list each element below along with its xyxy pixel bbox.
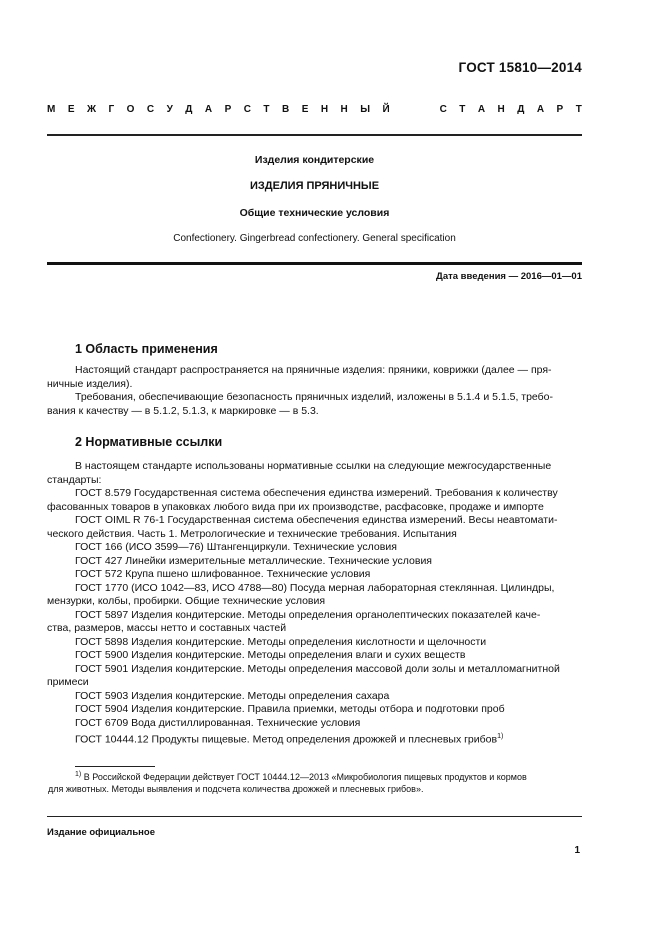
title-main: ИЗДЕЛИЯ ПРЯНИЧНЫЕ <box>249 180 380 192</box>
reference-line: ГОСТ 5898 Изделия кондитерские. Методы определения кислотности и щелочности <box>75 635 487 648</box>
banner-letter: А <box>477 104 486 115</box>
footnote-mark: 1) <box>497 733 504 740</box>
banner-letter: А <box>204 104 213 115</box>
reference-line: ГОСТ 5897 Изделия кондитерские. Методы определения органолептических показателей каче- <box>75 608 541 621</box>
reference-line: ГОСТ OIML R 76-1 Государственная система обеспечения единства измерений. Весы неавтомати- <box>75 514 558 526</box>
reference-line: примеси <box>47 676 89 688</box>
footnote-line: В Российской Федерации действует ГОСТ 10444.12—2013 «Микробиология пищевых продуктов и кормов <box>83 772 527 782</box>
banner-letter: В <box>281 104 290 115</box>
banner-letter: Н <box>340 104 348 115</box>
reference-line: В настоящем стандарте использованы нормативные ссылки на следующие межгосударственные <box>75 460 552 472</box>
section-2-last-line <box>75 730 583 747</box>
banner-letter: Д <box>517 104 525 115</box>
title-sub: Общие технические условия <box>239 207 390 219</box>
reference-line: ГОСТ 427 Линейки измерительные металлические. Технические условия <box>75 554 432 567</box>
footnote-line: для животных. Методы выявления и подсчета количества дрожжей и плесневых грибов». <box>48 784 424 794</box>
paragraph-line: вания к качеству — в 5.1.2, 5.1.3, к маркировке — в 5.3. <box>47 404 319 417</box>
footer-rule <box>47 816 582 817</box>
reference-line: ГОСТ 166 (ИСО 3599—76) Штангенциркули. Технические условия <box>75 541 397 553</box>
section-1-body <box>47 364 583 418</box>
banner-letter: Р <box>224 104 232 115</box>
banner-letter: Е <box>301 104 309 115</box>
reference-line: ГОСТ 5903 Изделия кондитерские. Методы определения сахара <box>75 689 390 702</box>
banner-letter: С <box>439 104 447 115</box>
reference-line: мензурки, колбы, пробирки. Общие технические условия <box>47 595 326 607</box>
banner-letter: Е <box>67 104 75 115</box>
reference-line: ГОСТ 5900 Изделия кондитерские. Методы определения влаги и сухих веществ <box>75 649 466 661</box>
title-group: Изделия кондитерские <box>254 154 375 166</box>
reference-line: ГОСТ 10444.12 Продукты пищевые. Метод определения дрожжей и плесневых грибов <box>75 733 498 746</box>
banner-letter: С <box>146 104 155 115</box>
reference-line: фасованных товаров в упаковках любого вида при их производстве, расфасовке, продаже и импорте <box>47 500 544 513</box>
section-1-heading: 1 Область применения <box>75 342 218 356</box>
document-designation: ГОСТ 15810—2014 <box>458 60 582 75</box>
banner-letter: Г <box>108 104 115 115</box>
page-number: 1 <box>574 845 580 856</box>
effective-date: Дата введения — 2016—01—01 <box>436 271 582 282</box>
reference-line: стандарты: <box>47 473 102 486</box>
reference-line: ства, размеров, массы нетто и составных частей <box>47 622 287 634</box>
banner-letter: Д <box>185 104 193 115</box>
banner-letter: Ж <box>86 104 96 115</box>
banner-letter: Р <box>556 104 564 115</box>
banner-letter: Н <box>497 104 505 115</box>
paragraph-line: Требования, обеспечивающие безопасность пряничных изделий, изложены в 5.1.4 и 5.1.5, требо- <box>75 391 554 403</box>
reference-line: ГОСТ 8.579 Государственная система обеспечения единства измерений. Требования к количеству <box>75 487 558 499</box>
official-edition-label: Издание официальное <box>47 827 155 838</box>
banner-letter: Т <box>459 104 466 115</box>
banner-letter: Т <box>263 104 270 115</box>
paragraph-line: ничные изделия). <box>47 377 133 390</box>
title-rule <box>47 262 582 265</box>
banner-letter: Й <box>382 104 390 115</box>
footnote-rule <box>75 766 155 767</box>
reference-line: ГОСТ 6709 Вода дистиллированная. Технические условия <box>75 716 361 729</box>
reference-line: ГОСТ 5901 Изделия кондитерские. Методы определения массовой доли золы и металломагнитной <box>75 662 560 675</box>
banner-letter: Н <box>320 104 329 115</box>
section-2-heading: 2 Нормативные ссылки <box>75 435 223 449</box>
section-2-body <box>47 460 583 730</box>
banner-letter: У <box>166 104 173 115</box>
reference-line: ГОСТ 1770 (ИСО 1042—83, ИСО 4788—80) Посуда мерная лабораторная стеклянная. Цилиндры, <box>75 581 555 594</box>
reference-line: ГОСТ 572 Крупа пшено шлифованное. Технические условия <box>75 568 371 580</box>
banner-letter: А <box>536 104 545 115</box>
banner-letter: М <box>47 104 56 115</box>
reference-line: ГОСТ 5904 Изделия кондитерские. Правила приемки, методы отбора и подготовки проб <box>75 703 505 715</box>
banner-letter: Т <box>575 104 582 115</box>
reference-line: ческого действия. Часть 1. Метрологические и технические требования. Испытания <box>47 527 457 540</box>
top-rule <box>47 134 582 136</box>
footnote-mark: 1) <box>75 771 82 778</box>
footnote <box>48 769 583 795</box>
title-english: Confectionery. Gingerbread confectionery. General specification <box>173 233 456 244</box>
banner-letter: Ы <box>360 104 371 115</box>
paragraph-line: Настоящий стандарт распространяется на пряничные изделия: пряники, коврижки (далее — пря- <box>75 364 552 376</box>
banner-letter: О <box>126 104 135 115</box>
interstate-standard-banner <box>47 104 582 115</box>
banner-letter: С <box>243 104 251 115</box>
